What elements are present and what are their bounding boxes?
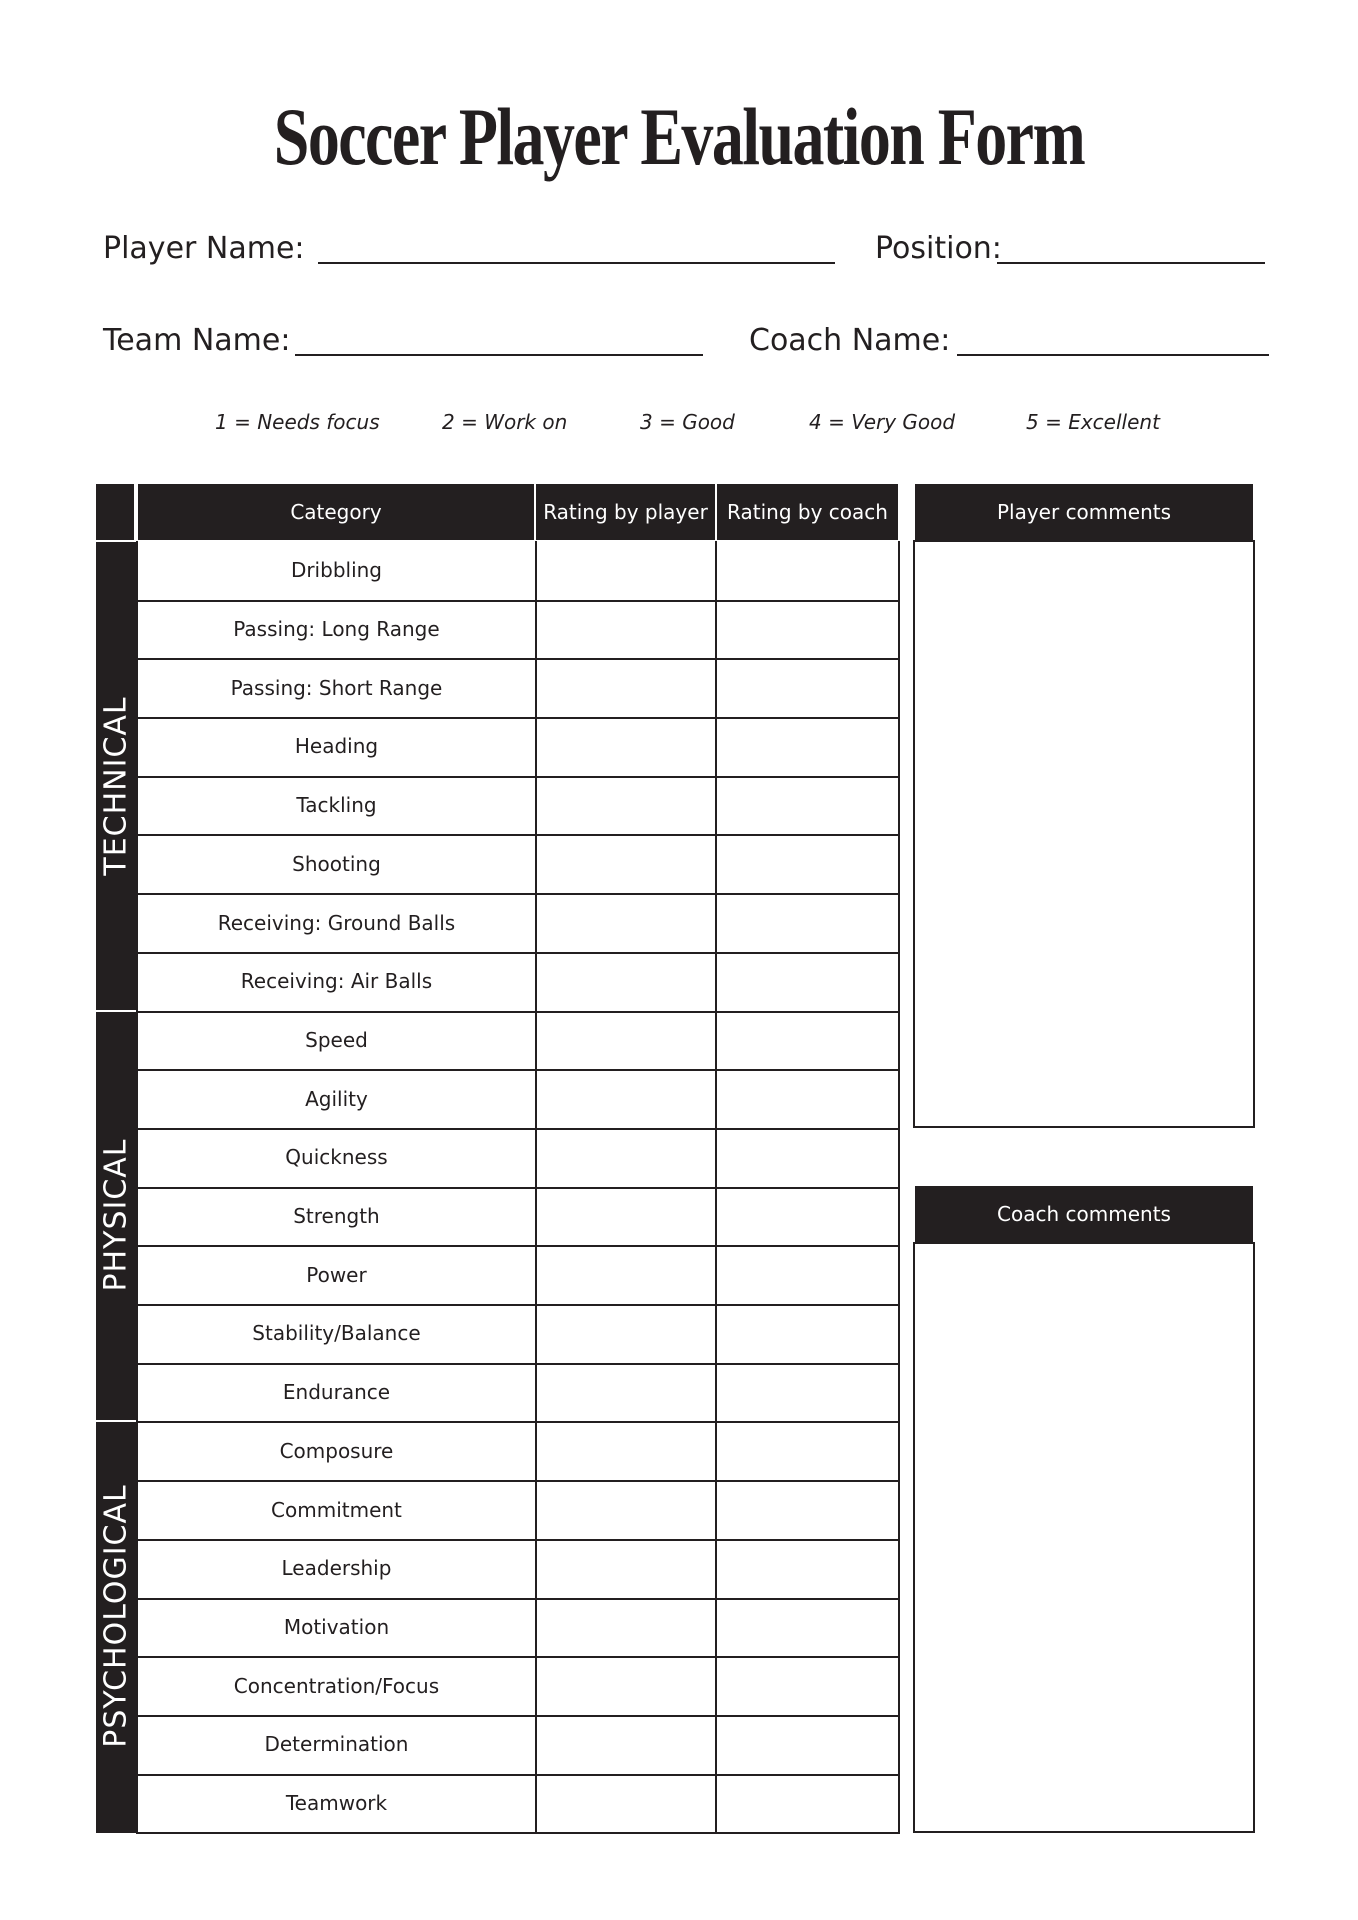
table-row [136,600,900,661]
rating-by-player-cell[interactable] [537,893,718,952]
rating-by-player-cell[interactable] [537,952,718,1011]
rating-by-player-cell[interactable] [537,541,718,600]
rating-by-player-cell[interactable] [537,1128,718,1187]
rating-by-coach-cell[interactable] [717,1128,898,1187]
category-label: Shooting [138,835,537,894]
table-row [136,776,900,837]
rating-by-coach-cell[interactable] [717,1187,898,1246]
player-name-field[interactable] [318,262,835,264]
rating-by-coach-cell[interactable] [717,1656,898,1715]
header-rating-player: Rating by player [536,484,715,540]
table-row [136,541,900,602]
table-row [136,1069,900,1130]
category-label: Concentration/Focus [138,1656,537,1715]
category-label: Leadership [138,1539,537,1598]
category-label: Receiving: Ground Balls [138,893,537,952]
category-label: Tackling [138,776,537,835]
category-label: Teamwork [138,1774,537,1833]
group-label-technical: TECHNICAL [98,696,134,876]
rating-by-coach-cell[interactable] [717,1598,898,1657]
category-label: Heading [138,717,537,776]
rating-by-coach-cell[interactable] [717,1480,898,1539]
group-separator [96,1420,136,1422]
category-label: Composure [138,1422,537,1481]
rating-by-player-cell[interactable] [537,1187,718,1246]
table-row [136,658,900,719]
rating-by-player-cell[interactable] [537,658,718,717]
rating-by-player-cell[interactable] [537,1422,718,1481]
coach-comments-header: Coach comments [915,1186,1253,1242]
group-separator [96,1010,136,1012]
player-name-label: Player Name: [103,231,305,266]
category-label: Motivation [138,1598,537,1657]
category-label: Strength [138,1187,537,1246]
table-row [136,1245,900,1306]
legend-item-3: 3 = Good [640,410,735,434]
table-row [136,717,900,778]
rating-by-coach-cell[interactable] [717,1069,898,1128]
header-rating-coach: Rating by coach [717,484,898,540]
position-label: Position: [875,231,1002,266]
position-field[interactable] [997,262,1265,264]
table-row [136,893,900,954]
header-corner [96,484,134,540]
table-row [136,1656,900,1717]
category-label: Power [138,1245,537,1304]
rating-by-player-cell[interactable] [537,600,718,659]
rating-by-coach-cell[interactable] [717,1304,898,1363]
player-comments-header: Player comments [915,484,1253,540]
rating-by-coach-cell[interactable] [717,717,898,776]
rating-by-player-cell[interactable] [537,1245,718,1304]
coach-name-label: Coach Name: [749,323,951,358]
category-label: Dribbling [138,541,537,600]
rating-by-player-cell[interactable] [537,717,718,776]
rating-by-coach-cell[interactable] [717,952,898,1011]
category-label: Receiving: Air Balls [138,952,537,1011]
rating-by-coach-cell[interactable] [717,600,898,659]
rating-by-player-cell[interactable] [537,1715,718,1774]
coach-comments-box[interactable] [913,1242,1255,1833]
legend-item-1: 1 = Needs focus [215,410,380,434]
table-row [136,1480,900,1541]
rating-by-player-cell[interactable] [537,835,718,894]
category-label: Commitment [138,1480,537,1539]
rating-by-coach-cell[interactable] [717,893,898,952]
category-label: Agility [138,1069,537,1128]
rating-by-player-cell[interactable] [537,1774,718,1833]
rating-by-coach-cell[interactable] [717,1363,898,1422]
header-category: Category [138,484,534,540]
rating-by-player-cell[interactable] [537,1304,718,1363]
group-label-psychological: PSYCHOLOGICAL [98,1484,134,1748]
table-row [136,1539,900,1600]
rating-by-player-cell[interactable] [537,1598,718,1657]
rating-by-player-cell[interactable] [537,1011,718,1070]
rating-by-player-cell[interactable] [537,1363,718,1422]
table-row [136,1363,900,1424]
player-comments-box[interactable] [913,540,1255,1128]
legend-item-2: 2 = Work on [442,410,568,434]
team-name-field[interactable] [295,354,703,356]
legend-item-5: 5 = Excellent [1026,410,1160,434]
legend-item-4: 4 = Very Good [809,410,956,434]
rating-by-coach-cell[interactable] [717,1715,898,1774]
coach-name-field[interactable] [957,354,1269,356]
table-row [136,1304,900,1365]
category-label: Determination [138,1715,537,1774]
category-label: Passing: Short Range [138,658,537,717]
category-label: Passing: Long Range [138,600,537,659]
category-label: Stability/Balance [138,1304,537,1363]
rating-by-player-cell[interactable] [537,776,718,835]
category-label: Speed [138,1011,537,1070]
rating-by-player-cell[interactable] [537,1656,718,1715]
table-row [136,952,900,1013]
table-row [136,1715,900,1776]
table-row [136,835,900,896]
table-row [136,1422,900,1483]
rating-by-coach-cell[interactable] [717,541,898,600]
table-row [136,1011,900,1072]
form-title: Soccer Player Evaluation Form [273,91,1085,182]
rating-by-coach-cell[interactable] [717,835,898,894]
category-label: Endurance [138,1363,537,1422]
table-row [136,1128,900,1189]
rating-by-player-cell[interactable] [537,1539,718,1598]
rating-by-player-cell[interactable] [537,1480,718,1539]
rating-by-player-cell[interactable] [537,1069,718,1128]
rating-by-coach-cell[interactable] [717,1539,898,1598]
rating-by-coach-cell[interactable] [717,1422,898,1481]
rating-by-coach-cell[interactable] [717,658,898,717]
team-name-label: Team Name: [103,323,291,358]
rating-by-coach-cell[interactable] [717,776,898,835]
rating-by-coach-cell[interactable] [717,1774,898,1833]
table-row [136,1774,900,1835]
rating-by-coach-cell[interactable] [717,1245,898,1304]
table-row [136,1598,900,1659]
group-label-physical: PHYSICAL [98,1138,134,1292]
category-label: Quickness [138,1128,537,1187]
rating-by-coach-cell[interactable] [717,1011,898,1070]
table-row [136,1187,900,1248]
